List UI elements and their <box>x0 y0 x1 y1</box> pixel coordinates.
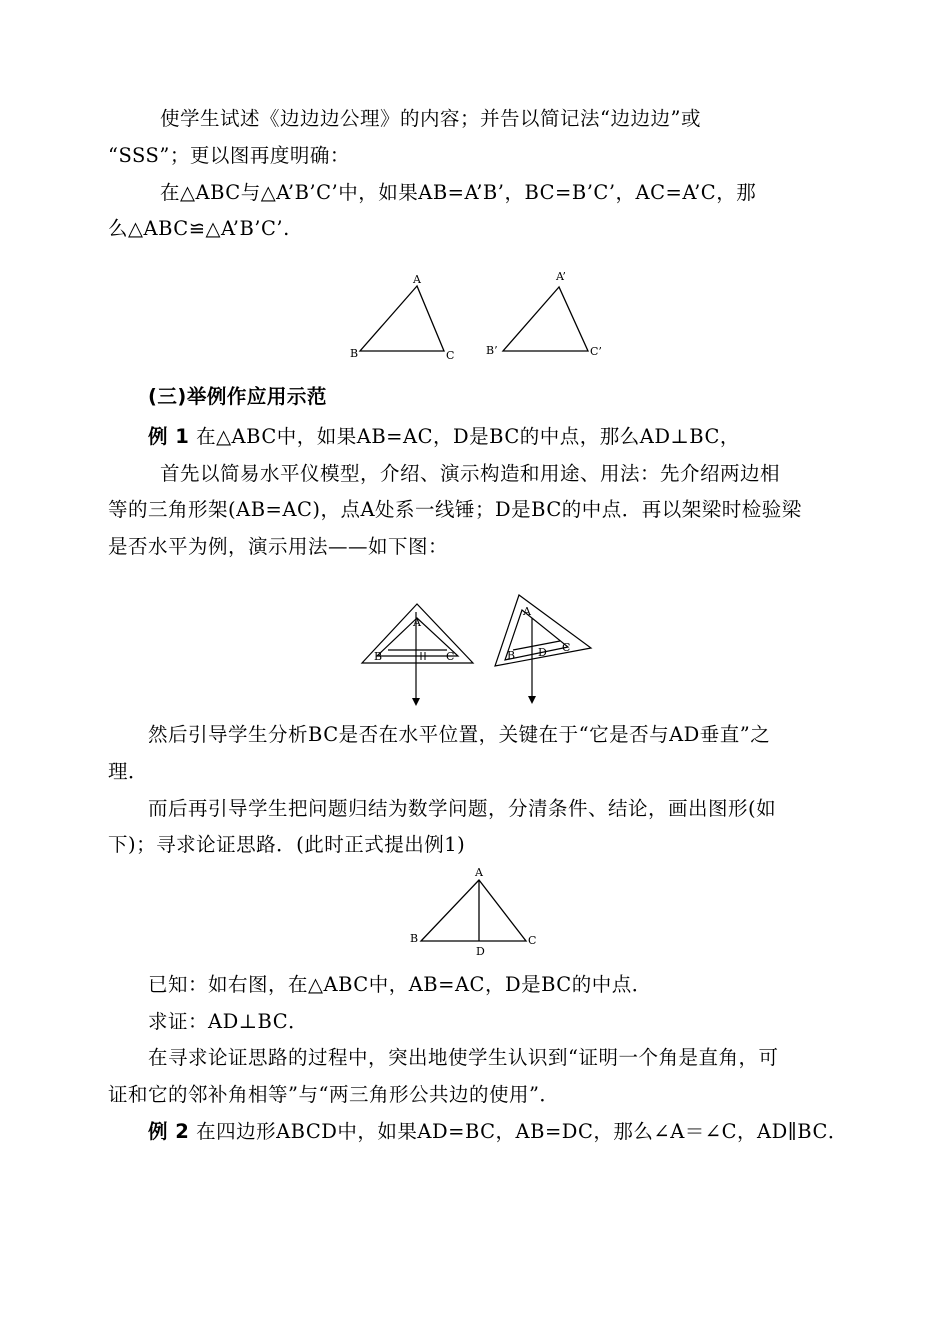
fig3-label-d: D <box>476 945 485 958</box>
paragraph-line: 下)；寻求论证思路．(此时正式提出例1) <box>108 833 466 856</box>
triangle-abc-prime <box>503 287 588 351</box>
example-1-line <box>148 424 740 450</box>
fig2-label-b: B <box>374 650 383 663</box>
example-1-text: 在△ABC中，如果AB=AC，D是BC的中点，那么AD⊥BC， <box>196 425 740 448</box>
paragraph-line: 使学生试述《边边边公理》的内容；并告以简记法“边边边”或 <box>160 107 701 130</box>
congruent-triangles-figure <box>340 262 620 367</box>
label-b-prime: B’ <box>486 344 498 357</box>
example-2-text: 在四边形ABCD中，如果AD=BC，AB=DC，那么∠A＝∠C，AD∥BC． <box>196 1120 848 1143</box>
level-instrument-figure <box>355 590 600 710</box>
example-2-label: 例 2 <box>148 1120 190 1143</box>
paragraph-line: 是否水平为例，演示用法——如下图： <box>108 535 449 558</box>
paragraph-line: 然后引导学生分析BC是否在水平位置，关键在于“它是否与AD垂直”之 <box>148 723 771 746</box>
fig3-label-a: A <box>475 866 483 879</box>
paragraph-line: 等的三角形架(AB=AC)，点A处系一线锤；D是BC的中点．再以架梁时检验梁 <box>108 498 802 521</box>
label-c-prime: C’ <box>590 345 602 358</box>
paragraph-line: 首先以简易水平仪模型，介绍、演示构造和用途、用法：先介绍两边相 <box>160 462 781 485</box>
fig2-label-d-tilted: D <box>538 646 547 659</box>
label-b: B <box>350 347 359 360</box>
paragraph-line: “SSS”；更以图再度明确： <box>108 144 350 167</box>
example-2-line <box>148 1119 848 1145</box>
paragraph-line: 理． <box>108 760 149 783</box>
paragraph-line: 在寻求论证思路的过程中，突出地使学生认识到“证明一个角是直角，可 <box>148 1046 779 1069</box>
section-heading: (三)举例作应用示范 <box>148 385 327 408</box>
paragraph-line: 在△ABC与△A’B’C’中，如果AB=A’B’，BC=B’C’，AC=A’C，那 <box>160 181 757 204</box>
fig2-label-a-tilted: A <box>523 605 531 618</box>
label-c: C <box>446 349 455 362</box>
paragraph-line: 而后再引导学生把问题归结为数学问题，分清条件、结论，画出图形(如 <box>148 797 777 820</box>
fig3-label-b: B <box>410 932 419 945</box>
paragraph-line: 已知：如右图，在△ABC中，AB=AC，D是BC的中点． <box>148 973 652 996</box>
fig2-label-b-tilted: B <box>507 649 516 662</box>
fig2-label-c-tilted: C <box>562 641 571 654</box>
isosceles-triangle-figure <box>405 864 545 960</box>
label-a-prime: A’ <box>556 270 566 283</box>
fig2-label-a: A <box>413 616 421 629</box>
example-1-label: 例 1 <box>148 425 190 448</box>
paragraph-line: 求证：AD⊥BC． <box>148 1010 309 1033</box>
label-a: A <box>413 273 421 286</box>
paragraph-line: 么△ABC≌△A’B’C’. <box>108 217 290 240</box>
paragraph-line: 证和它的邻补角相等”与“两三角形公共边的使用”． <box>108 1083 560 1106</box>
fig3-label-c: C <box>528 934 537 947</box>
fig2-label-c: C <box>446 650 455 663</box>
triangle-abc <box>360 286 444 351</box>
